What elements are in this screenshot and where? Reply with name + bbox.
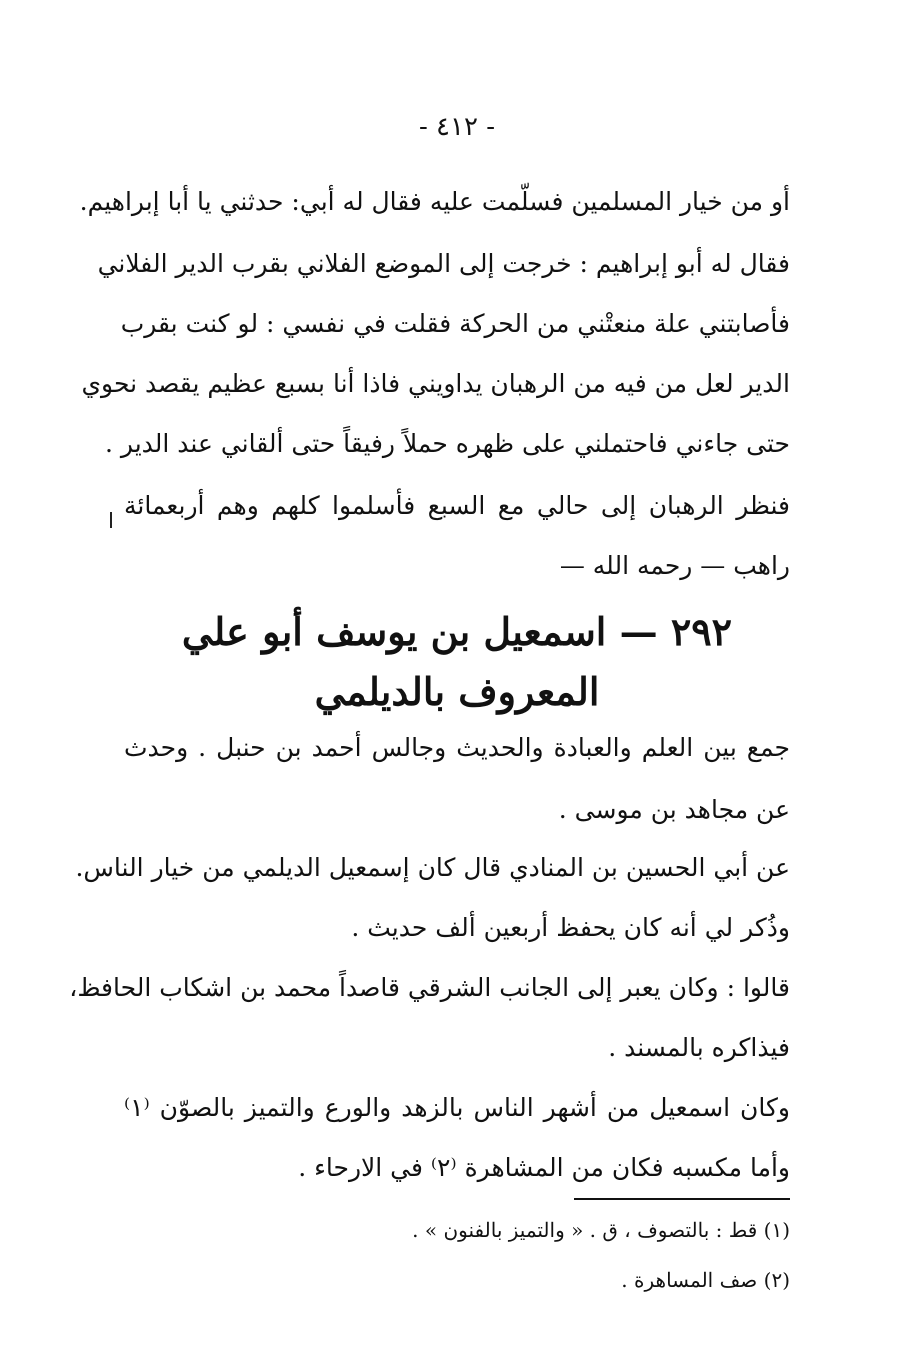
body-line-5: حتى جاءني فاحتملني على ظهره حملاً رفيقاً حتى ألقاني عند الدير .: [105, 429, 790, 458]
body-line-2: فقال له أبو إبراهيم : خرجت إلى الموضع الفلاني بقرب الدير الفلاني: [97, 249, 790, 278]
body-line-3: فأصابتني علة منعتْني من الحركة فقلت في نفسي : لو كنت بقرب: [120, 309, 790, 338]
entry-line-7: وكان اسمعيل من أشهر الناس بالزهد والورع والتميز بالصوّن ⁽١⁾: [124, 1093, 790, 1122]
entry-line-5: قالوا : وكان يعبر إلى الجانب الشرقي قاصداً محمد بن اشكاب الحافظ،: [69, 973, 790, 1002]
body-line-1: أو من خيار المسلمين فسلّمت عليه فقال له أبي: حدثني يا أبا إبراهيم.: [79, 187, 790, 216]
body-line-7: راهب — رحمه الله —: [559, 551, 790, 580]
footnote-divider: [574, 1198, 790, 1200]
footnote-2: (٢) صف المساهرة .: [621, 1268, 790, 1292]
footnote-1: (١) قط : بالتصوف ، ق . « والتميز بالفنون » .: [412, 1218, 790, 1242]
entry-line-2: عن مجاهد بن موسى .: [558, 795, 790, 824]
entry-line-3: عن أبي الحسين بن المنادي قال كان إسمعيل الديلمي من خيار الناس.: [75, 853, 790, 882]
body-line-6: فنظر الرهبان إلى حالي مع السبع فأسلموا كلهم وهم أربعمائة: [124, 491, 790, 520]
entry-line-8: وأما مكسبه فكان من المشاهرة ⁽٢⁾ في الارحاء .: [298, 1153, 790, 1182]
entry-line-6: فيذاكره بالمسند .: [608, 1033, 790, 1062]
body-line-4: الدير لعل من فيه من الرهبان يداويني فاذا أنا بسبع عظيم يقصد نحوي: [81, 369, 790, 398]
page-number: - ٤١٢ -: [418, 112, 496, 142]
entry-heading-line-1: ٢٩٢ — اسمعيل بن يوسف أبو علي: [181, 609, 733, 654]
entry-line-1: جمع بين العلم والعبادة والحديث وجالس أحمد بن حنبل . وحدث: [124, 733, 790, 762]
entry-line-4: وذُكر لي أنه كان يحفظ أربعين ألف حديث .: [351, 913, 790, 942]
entry-heading-line-2: المعروف بالديلمي: [314, 669, 600, 714]
margin-mark: [110, 512, 112, 528]
